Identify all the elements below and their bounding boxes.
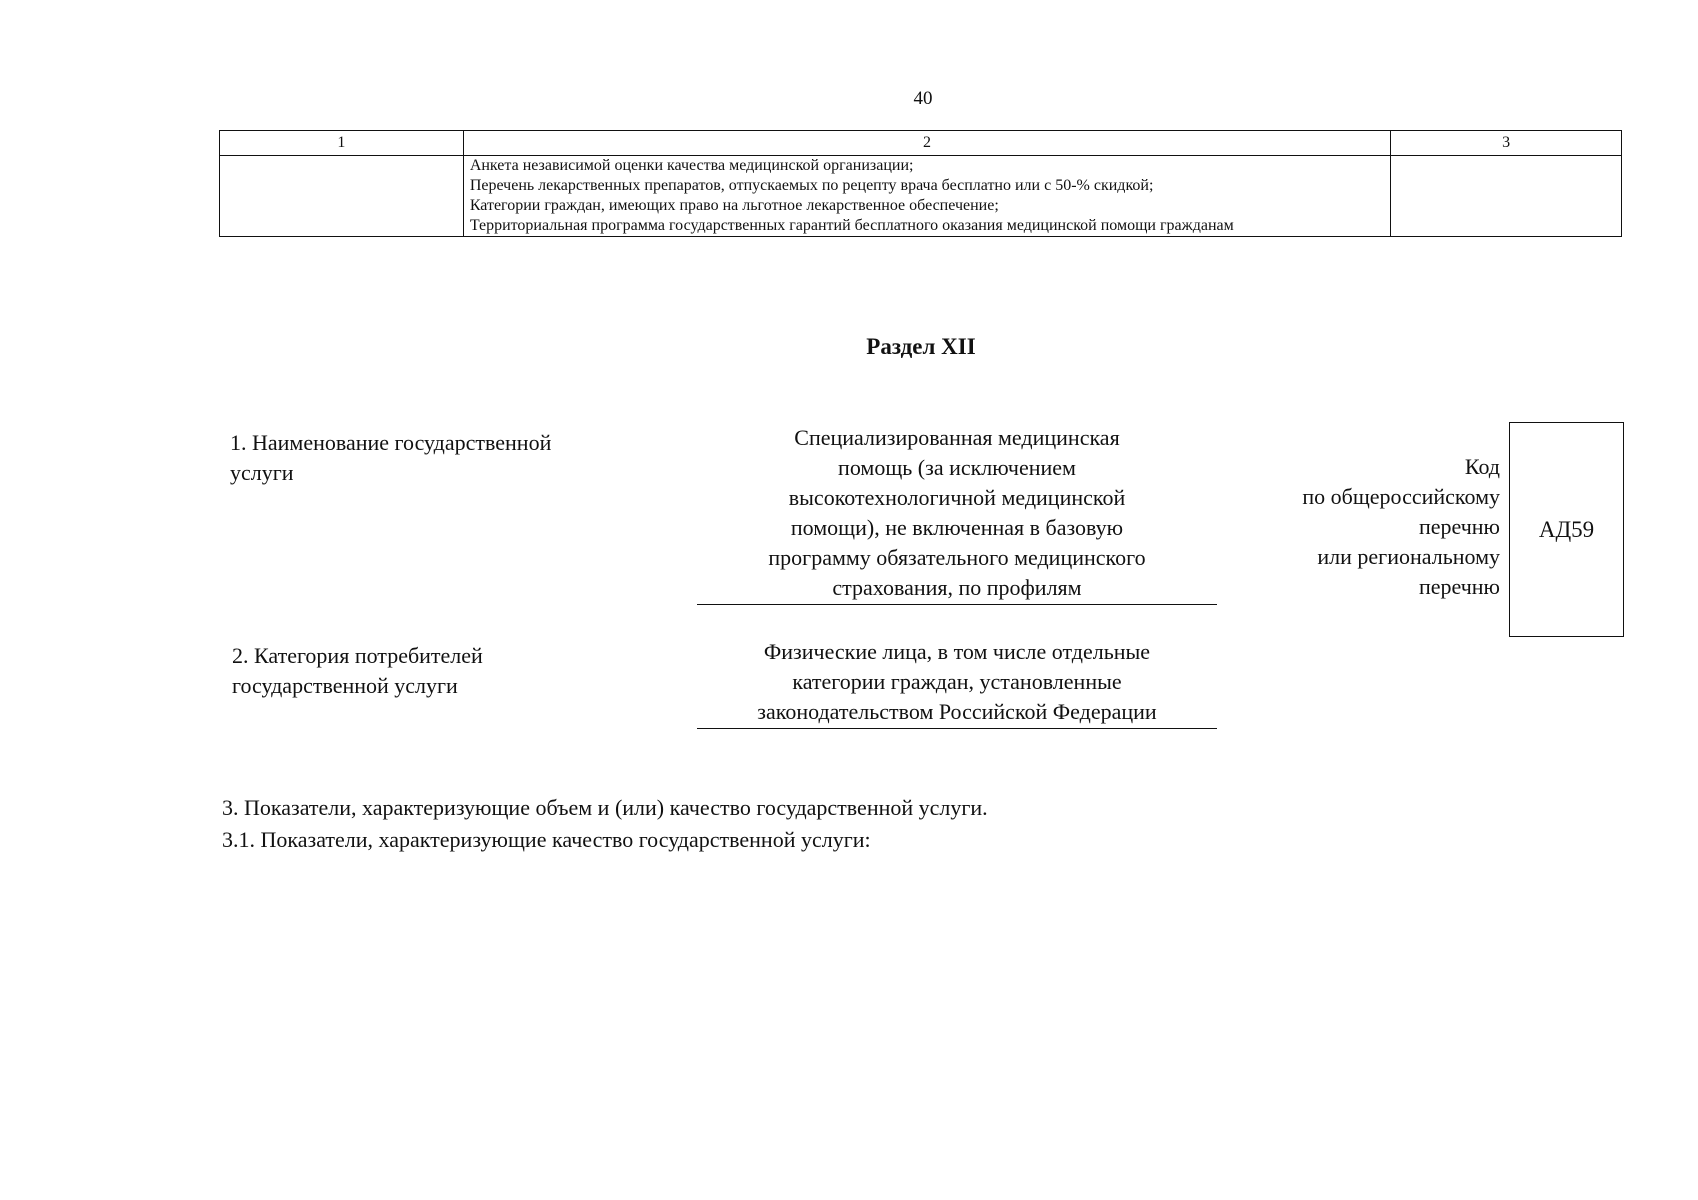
item1-value: [697, 423, 1217, 605]
document-list-line: Территориальная программа государственных гарантий бесплатного оказания медицинской помощи гражданам: [469, 217, 1234, 234]
item1-value-line: помощи), не включенная в базовую: [790, 515, 1124, 540]
document-list-line: Перечень лекарственных препаратов, отпускаемых по рецепту врача бесплатно или с 50-% скидкой;: [469, 177, 1154, 194]
code-caption-line: или региональному: [1317, 544, 1500, 569]
code-caption: [1225, 452, 1500, 602]
item2-label-line: 2. Категория потребителей: [232, 643, 483, 668]
code-value: АД59: [1538, 516, 1595, 542]
code-caption-line: перечню: [1418, 574, 1500, 599]
document-list-line: Анкета независимой оценки качества медицинской организации;: [469, 157, 914, 174]
code-caption-line: Код: [1464, 454, 1500, 479]
item1-value-line: программу обязательного медицинского: [768, 545, 1146, 570]
table-row: [220, 156, 1622, 237]
item1-label-line: 1. Наименование государственной: [230, 430, 552, 455]
header-col-1: 1: [220, 131, 464, 156]
paragraph-3: 3. Показатели, характеризующие объем и (или) качество государственной услуги.: [222, 795, 988, 820]
page-number: 40: [913, 88, 933, 109]
cell-col-2: [463, 156, 1390, 237]
item2-value-line: законодательством Российской Федерации: [757, 699, 1157, 724]
item1-value-line: помощь (за исключением: [838, 455, 1076, 480]
item2-value: [697, 637, 1217, 729]
item2-value-line: категории граждан, установленные: [792, 669, 1122, 694]
table-header-row: [220, 131, 1622, 156]
continuation-table: [219, 130, 1622, 237]
code-box: [1509, 422, 1624, 637]
section-title: Раздел XII: [866, 334, 976, 359]
item1-value-line: высокотехнологичной медицинской: [788, 485, 1126, 510]
code-caption-line: перечню: [1418, 514, 1500, 539]
header-col-2: 2: [463, 131, 1390, 156]
code-caption-line: по общероссийскому: [1302, 484, 1500, 509]
header-col-3: 3: [1391, 131, 1622, 156]
cell-col-3: [1391, 156, 1622, 237]
document-list-line: Категории граждан, имеющих право на льготное лекарственное обеспечение;: [469, 197, 999, 214]
item1-label: [230, 428, 551, 488]
item1-value-line: Специализированная медицинская: [794, 425, 1120, 450]
item1-value-line: страхования, по профилям: [832, 575, 1082, 600]
cell-col-1: [220, 156, 464, 237]
item2-label: [232, 641, 483, 701]
item2-label-line: государственной услуги: [232, 673, 458, 698]
item2-value-line: Физические лица, в том числе отдельные: [763, 639, 1151, 664]
item1-underline: [697, 604, 1217, 605]
item2-underline: [697, 728, 1217, 729]
paragraph-3-1: 3.1. Показатели, характеризующие качество государственной услуги:: [222, 827, 871, 852]
item1-label-line: услуги: [230, 460, 294, 485]
